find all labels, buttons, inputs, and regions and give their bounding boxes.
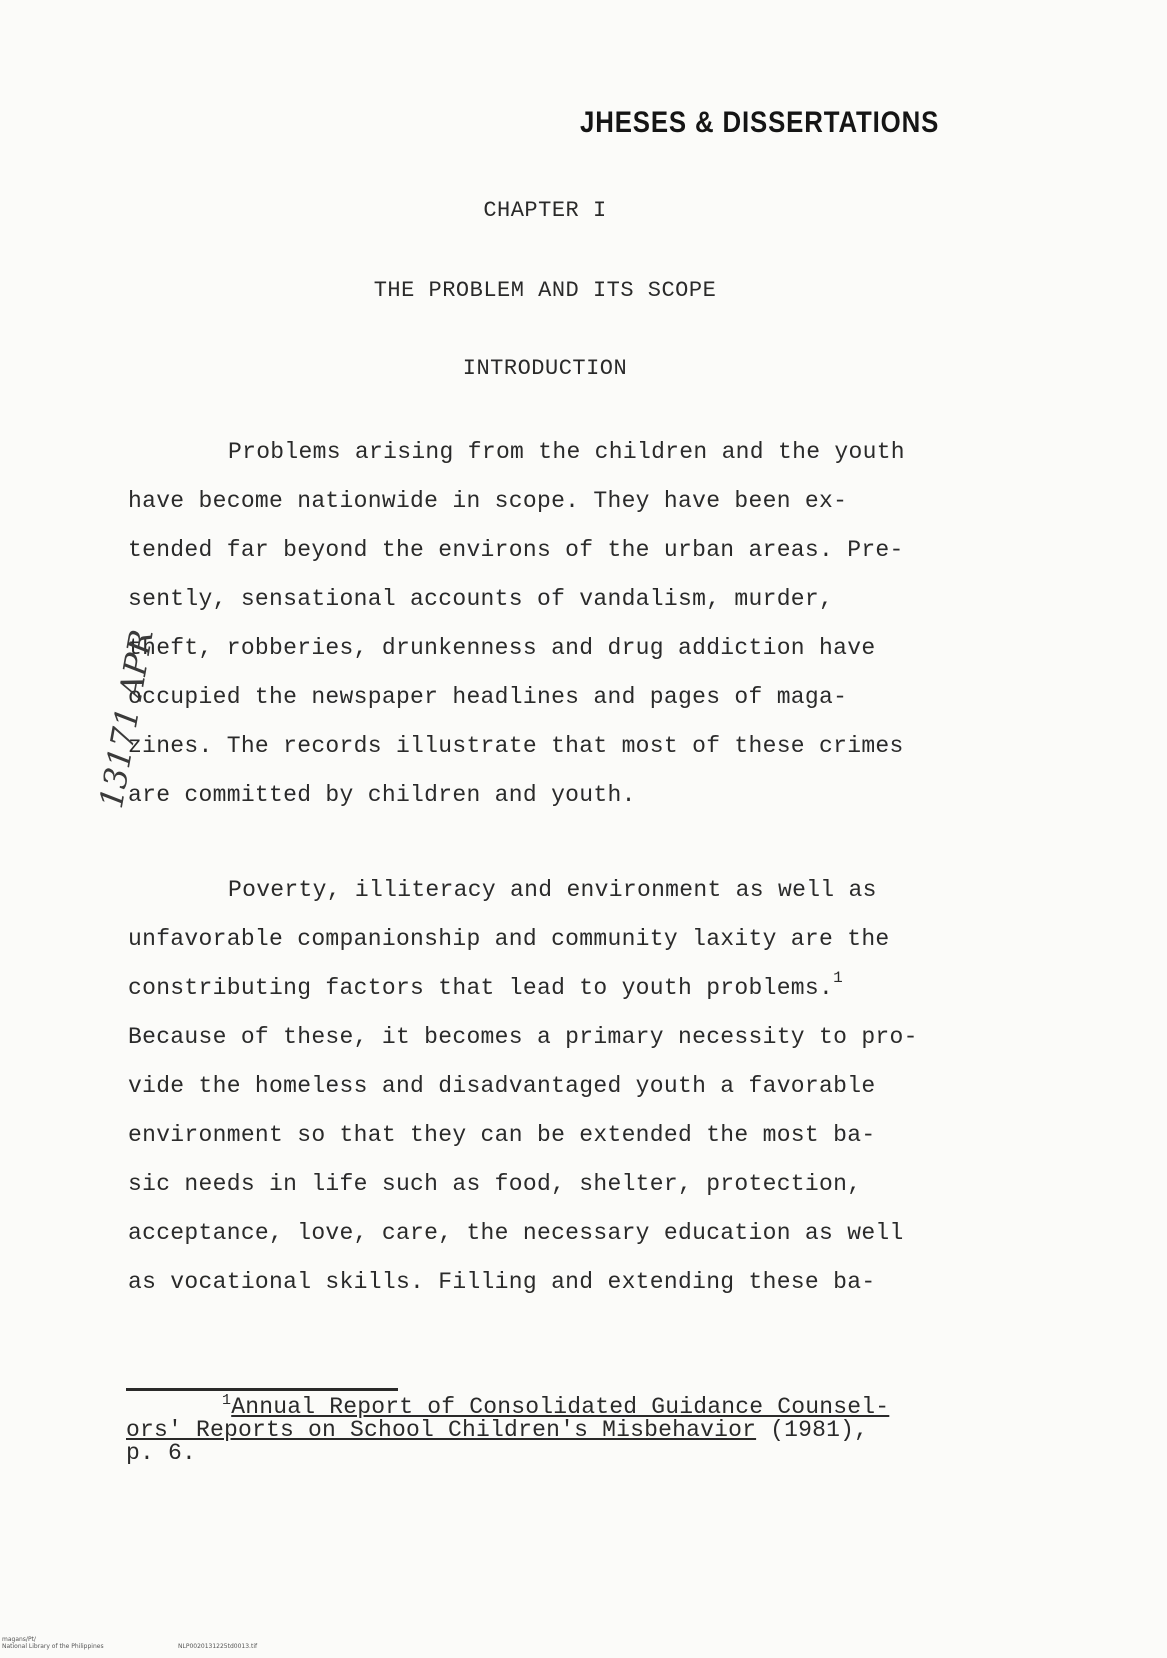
footnote-number: 1 [222,1392,232,1409]
scan-footer-line1: magans/Pt/ [2,1636,36,1643]
paragraph-line-with-footnote [128,964,1028,1013]
scan-footer [2,1636,258,1650]
paragraph-2 [128,866,1028,1307]
footnote-title-part2: ors' Reports on School Children's Misbehavior [126,1417,757,1443]
paragraph-line: acceptance, love, care, the necessary education as well [128,1220,904,1246]
paragraph-line: Because of these, it becomes a primary necessity to pro- [128,1024,918,1050]
footnote-line-1 [126,1392,1026,1420]
handwritten-margin-note: 13171 APR [91,626,161,812]
footnote-line-2 [126,1419,1026,1442]
paragraph-line: occupied the newspaper headlines and pages of maga- [128,684,848,710]
paragraph-line-text: constributing factors that lead to youth problems. [128,975,834,1001]
paragraph-line: are committed by children and youth. [128,782,636,808]
paragraph-1 [128,428,1028,820]
thesis-stamp: JHESES & DISSERTATIONS [580,106,940,139]
chapter-title: THE PROBLEM AND ITS SCOPE [373,278,717,303]
paragraph-line: sently, sensational accounts of vandalism, murder, [128,586,834,612]
paragraph-line: unfavorable companionship and community laxity are the [128,926,890,952]
paragraph-line: environment so that they can be extended the most ba- [128,1122,876,1148]
paragraph-line: vide the homeless and disadvantaged youth a favorable [128,1073,876,1099]
footnote-reference: 1 [833,969,844,987]
paragraph-line: as vocational skills. Filling and extending these ba- [128,1269,876,1295]
paragraph-line: sic needs in life such as food, shelter, protection, [128,1171,862,1197]
footnote-title-part1: Annual Report of Consolidated Guidance Counsel- [231,1394,890,1420]
section-heading: INTRODUCTION [462,356,628,381]
paragraph-line: tended far beyond the environs of the urban areas. Pre- [128,537,904,563]
scan-footer-line2: National Library of the Philippines [2,1643,104,1650]
paragraph-line: Poverty, illiteracy and environment as well as [228,877,877,903]
paragraph-line: zines. The records illustrate that most of these crimes [128,733,904,759]
footnote [126,1392,1026,1466]
footnote-divider [126,1388,398,1391]
paragraph-line: Problems arising from the children and the youth [228,439,905,465]
chapter-heading: CHAPTER I [483,198,607,223]
footnote-year: (1981), [756,1417,869,1443]
paragraph-line: have become nationwide in scope. They have been ex- [128,488,848,514]
paragraph-line: theft, robberies, drunkenness and drug addiction have [128,635,876,661]
scan-footer-code: NLP0020131225td0013.tif [178,1643,258,1650]
footnote-page: p. 6. [126,1440,197,1466]
